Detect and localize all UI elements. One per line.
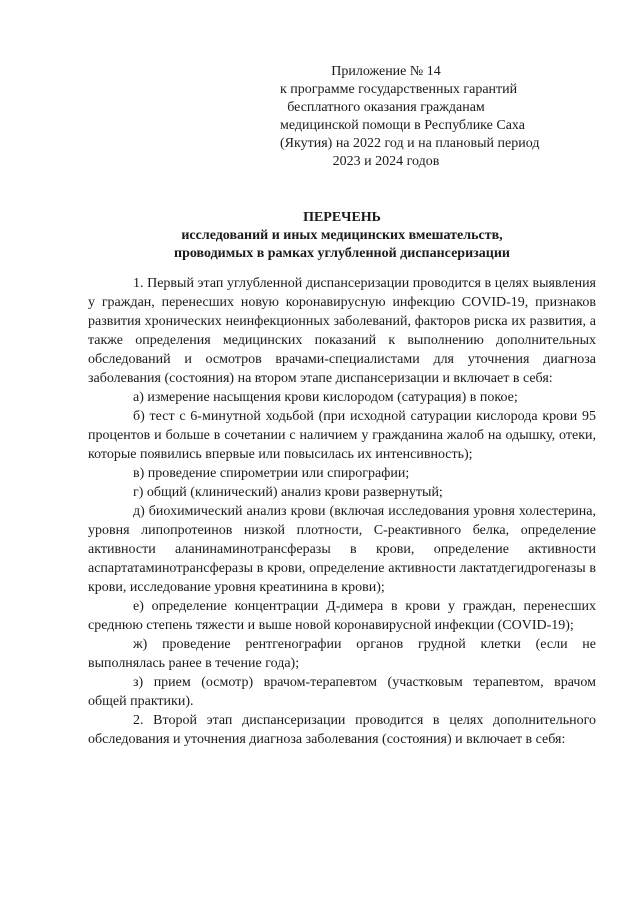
list-item-e: е) определение концентрации Д-димера в крови у граждан, перенесших среднюю степень тяжести и выше новой коронавирусной инфекции (COVID-19);: [88, 599, 596, 633]
appendix-line: (Якутия) на 2022 год и на плановый период: [280, 136, 540, 151]
list-item-g: г) общий (клинический) анализ крови развернутый;: [133, 485, 443, 500]
appendix-line: бесплатного оказания гражданам: [287, 100, 485, 115]
appendix-line: Приложение № 14: [331, 64, 441, 79]
list-item-v: в) проведение спирометрии или спирографии;: [133, 466, 410, 481]
paragraph-stage-1: 1. Первый этап углубленной диспансеризации проводится в целях выявления у граждан, перенесших новую коронавирусную инфекцию COVID-19, признаков развития хронических неинфекционных заболеваний, факторов риска их развития, а также определения медицинских показаний к выполнению дополнительных обследований и осмотров врачами-специалистами для уточнения диагноза заболевания (состояния) на втором этапе диспансеризации и включает в себя:: [88, 276, 596, 386]
document-body: [88, 274, 596, 749]
list-item-z: з) прием (осмотр) врачом-терапевтом (участковым терапевтом, врачом общей практики).: [88, 675, 596, 709]
paragraph-stage-2: 2. Второй этап диспансеризации проводится в целях дополнительного обследования и уточнения диагноза заболевания (состояния) и включает в себя:: [88, 713, 596, 747]
appendix-line: 2023 и 2024 годов: [332, 154, 440, 169]
title-heading: ПЕРЕЧЕНЬ: [303, 210, 381, 225]
document-title: [88, 209, 596, 263]
list-item-a: а) измерение насыщения крови кислородом (сатурация) в покое;: [133, 390, 518, 405]
appendix-header: [280, 63, 540, 171]
title-subtitle-line: проводимых в рамках углубленной диспансеризации: [174, 246, 510, 261]
list-item-d: д) биохимический анализ крови (включая исследования уровня холестерина, уровня липопротеинов низкой плотности, С-реактивного белка, определение активности аланинаминотрансферазы в крови, определение активности аспартатаминотрансферазы в крови, определение активности лактатдегидрогеназы в крови, исследование уровня креатинина в крови);: [88, 504, 596, 595]
appendix-line: к программе государственных гарантий: [280, 82, 518, 97]
list-item-b: б) тест с 6-минутной ходьбой (при исходной сатурации кислорода крови 95 процентов и больше в сочетании с наличием у гражданина жалоб на одышку, отеки, которые появились впервые или повысилась их интенсивность);: [88, 409, 596, 462]
title-subtitle-line: исследований и иных медицинских вмешательств,: [181, 228, 503, 243]
list-item-zh: ж) проведение рентгенографии органов грудной клетки (если не выполнялась ранее в течение года);: [88, 637, 596, 671]
appendix-line: медицинской помощи в Республике Саха: [280, 118, 525, 133]
